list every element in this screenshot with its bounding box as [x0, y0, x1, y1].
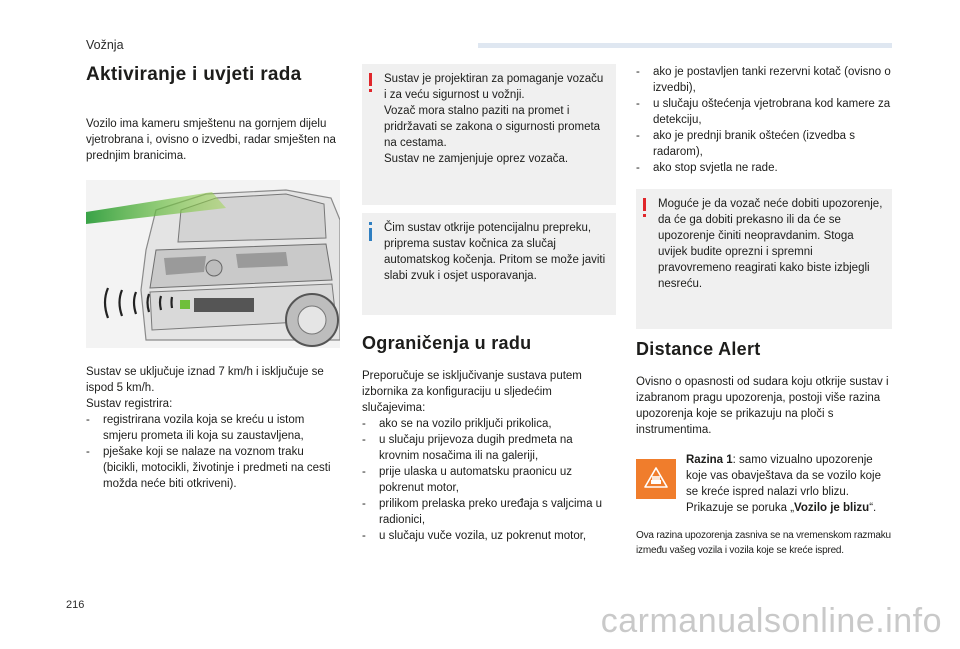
- limits-list: [362, 416, 616, 544]
- list-item: - u slučaju vuče vozila, uz pokrenut motor,: [362, 528, 616, 544]
- page-number: 216: [66, 599, 85, 611]
- distance-alert-section: [636, 339, 892, 558]
- warning-triangle-icon: [636, 459, 676, 499]
- intro-paragraph: Vozilo ima kameru smještenu na gornjem dijelu vjetrobrana i, ovisno o izvedbi, radar smješten na prednjim branicima.: [86, 118, 336, 162]
- warning-line: Sustav je projektiran za pomaganje vozaču i za veću sigurnost u vožnji.: [384, 73, 604, 101]
- list-item: - prije ulaska u automatsku praonicu uz pokrenut motor,: [362, 464, 616, 496]
- level-message: Vozilo je blizu: [794, 502, 870, 514]
- level-label: Razina 1: [686, 454, 733, 466]
- warning-icon: [643, 198, 647, 217]
- watermark: carmanualsonline.info: [600, 602, 942, 640]
- level-end: “.: [869, 502, 877, 514]
- info-text: Čim sustav otkrije potencijalnu prepreku, priprema sustav kočnica za slučaj automatskog kočenja. Pritom se može javiti slabi zvuk i osjet usporavanja.: [384, 222, 606, 282]
- section-title-distance-alert: Distance Alert: [636, 339, 761, 359]
- column-3: [636, 64, 892, 558]
- detection-list: [86, 412, 340, 492]
- section-title-activation: Aktiviranje i uvjeti rada: [86, 64, 302, 85]
- column-2: [362, 64, 616, 544]
- level-description: : samo vizualno upozorenje koje vas obavještava da se vozilo koje se kreće ispred nalazi vrlo blizu. Prikazuje se poruka „: [686, 454, 881, 514]
- level-1-row: [636, 452, 892, 516]
- warning-icon: [369, 73, 373, 92]
- fine-print: Ova razina upozorenja zasniva se na vremenskom razmaku između vašeg vozila i vozila koje se kreće ispred.: [636, 530, 891, 556]
- limits-section: [362, 333, 616, 544]
- list-item: - pješake koji se nalaze na voznom traku (bicikli, motocikli, životinje i predmeti na cesti možda neće biti otkriveni).: [86, 444, 340, 492]
- car-illustration: [86, 180, 340, 348]
- info-icon: [369, 222, 373, 241]
- header-bar: [478, 43, 892, 48]
- speed-range-text: Sustav se uključuje iznad 7 km/h i isključuje se ispod 5 km/h.: [86, 366, 324, 394]
- limits-intro: Preporučuje se isključivanje sustava putem izbornika za konfiguraciju u sljedećim slučajevima:: [362, 370, 582, 414]
- list-item: - registrirana vozila koja se kreću u istom smjeru prometa ili koja su zaustavljena,: [86, 412, 340, 444]
- distance-alert-description: Ovisno o opasnosti od sudara koju otkrije sustav i izabranom pragu upozorenja, postoji više razina upozorenja koje se prikazuju na ploči s instrumentima.: [636, 376, 889, 436]
- warning-text: Moguće je da vozač neće dobiti upozorenje, da će ga dobiti prekasno ili da će se upozorenje činiti neopravdanim. Stoga uvijek budite oprezni i spremni pravovremeno reagirati kako biste izbjegli nesreću.: [658, 198, 883, 290]
- limits-list-continued: [636, 64, 892, 176]
- list-item: - u slučaju oštećenja vjetrobrana kod kamere za detekciju,: [636, 96, 892, 128]
- list-item: - u slučaju prijevoza dugih predmeta na krovnim nosačima ili na galeriji,: [362, 432, 616, 464]
- list-item: - ako stop svjetla ne rade.: [636, 160, 892, 176]
- car-radar-illustration: [86, 180, 340, 348]
- section-header: Vožnja: [86, 38, 124, 52]
- list-item: - ako je prednji branik oštećen (izvedba s radarom),: [636, 128, 892, 160]
- warning-box: [362, 64, 616, 205]
- level-1-text: [686, 452, 892, 516]
- warning-line: Vozač mora stalno paziti na promet i pridržavati se zakona o sigurnosti prometa na cestama.: [384, 105, 601, 149]
- list-item: - prilikom prelaska preko uređaja s valjcima u radionici,: [362, 496, 616, 528]
- detects-label: Sustav registrira:: [86, 398, 173, 410]
- info-box: [362, 213, 616, 315]
- section-title-limits: Ograničenja u radu: [362, 333, 532, 353]
- list-item: - ako je postavljen tanki rezervni kotač (ovisno o izvedbi),: [636, 64, 892, 96]
- column-1: [86, 64, 340, 492]
- list-item: - ako se na vozilo priključi prikolica,: [362, 416, 616, 432]
- warning-line: Sustav ne zamjenjuje oprez vozača.: [384, 153, 569, 165]
- warning-box: [636, 189, 892, 329]
